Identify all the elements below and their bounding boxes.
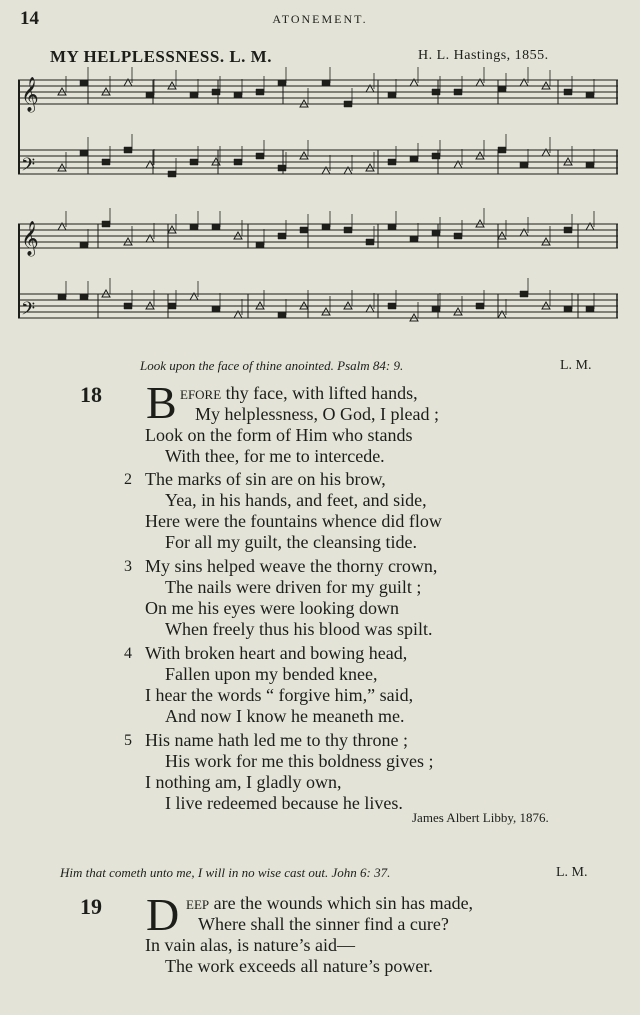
- hymn-18-line-5: The marks of sin are on his brow,: [145, 469, 386, 489]
- hymn-18-line-8: For all my guilt, the cleansing tide.: [165, 532, 417, 552]
- note-head: [520, 291, 528, 297]
- hymn-18-line-12: When freely thus his blood was spilt.: [165, 619, 433, 639]
- hymn-18-line-11: On me his eyes were looking down: [145, 598, 399, 618]
- note-head: [322, 224, 330, 230]
- note-head: [278, 80, 286, 86]
- verse-number: 2: [124, 471, 132, 488]
- note-head: [498, 147, 506, 153]
- note-head: [564, 89, 572, 95]
- treble-clef: 𝄞: [21, 77, 39, 112]
- hymn-18-number: 18: [80, 382, 102, 407]
- hymn-18-meter: L. M.: [560, 358, 592, 373]
- hymn-18-line-2: My helplessness, O God, I plead ;: [195, 404, 439, 424]
- note-head: [432, 153, 440, 159]
- tune-title: MY HELPLESSNESS. L. M.: [50, 47, 272, 66]
- note-head: [454, 89, 462, 95]
- note-head: [586, 92, 594, 98]
- hymn-18-line-18: His work for me this boldness gives ;: [165, 751, 434, 771]
- hymn-19-line-2: Where shall the sinner find a cure?: [198, 914, 449, 934]
- note-head: [432, 306, 440, 312]
- hymn-18-author: James Albert Libby, 1876.: [412, 810, 549, 825]
- tune-composer: H. L. Hastings, 1855.: [418, 48, 549, 63]
- hymn-19-line-1: eep are the wounds which sin has made,: [186, 893, 474, 913]
- hymn-18-line-19: I nothing am, I gladly own,: [145, 772, 342, 792]
- hymn-18-line-9: My sins helped weave the thorny crown,: [145, 556, 438, 576]
- hymn-18-line-15: I hear the words “ forgive him,” said,: [145, 685, 414, 705]
- note-head: [366, 239, 374, 245]
- hymn-18-line-16: And now I know he meaneth me.: [165, 706, 405, 726]
- note-head: [564, 227, 572, 233]
- note-head: [168, 303, 176, 309]
- note-head: [80, 150, 88, 156]
- hymn-19-line-4: The work exceeds all nature’s power.: [165, 956, 433, 976]
- verse-number: 3: [124, 558, 132, 575]
- hymn-19-line-3: In vain alas, is nature’s aid—: [145, 935, 355, 955]
- note-head: [344, 227, 352, 233]
- hymn-18-line-10: The nails were driven for my guilt ;: [165, 577, 422, 597]
- verse-number: 4: [124, 645, 132, 662]
- note-head: [234, 92, 242, 98]
- note-head: [322, 80, 330, 86]
- note-head: [498, 86, 506, 92]
- note-head: [80, 294, 88, 300]
- note-head: [278, 165, 286, 171]
- hymn-18-line-6: Yea, in his hands, and feet, and side,: [165, 490, 427, 510]
- note-head: [520, 162, 528, 168]
- note-head: [212, 224, 220, 230]
- note-head: [410, 236, 418, 242]
- note-head: [58, 294, 66, 300]
- note-head: [432, 230, 440, 236]
- hymn-18-line-20: I live redeemed because he lives.: [165, 793, 403, 813]
- note-head: [256, 153, 264, 159]
- note-head: [190, 92, 198, 98]
- note-head: [586, 306, 594, 312]
- treble-clef: 𝄞: [21, 221, 39, 256]
- note-head: [124, 303, 132, 309]
- bass-clef: 𝄢: [21, 155, 36, 180]
- hymn-18-line-7: Here were the fountains whence did flow: [145, 511, 442, 531]
- music-score: [18, 66, 618, 336]
- note-head: [168, 171, 176, 177]
- hymn-18-epigraph: Look upon the face of thine anointed. Psalm 84: 9.: [140, 358, 404, 373]
- note-head: [388, 92, 396, 98]
- hymn-18-line-1: efore thy face, with lifted hands,: [180, 383, 418, 403]
- note-head: [278, 312, 286, 318]
- note-head: [102, 159, 110, 165]
- note-head: [476, 303, 484, 309]
- hymn-19-meter: L. M.: [556, 865, 588, 880]
- note-head: [234, 159, 242, 165]
- bass-clef: 𝄢: [21, 299, 36, 324]
- note-head: [278, 233, 286, 239]
- note-head: [102, 221, 110, 227]
- note-head: [212, 306, 220, 312]
- note-head: [212, 89, 220, 95]
- note-head: [190, 159, 198, 165]
- note-head: [256, 89, 264, 95]
- note-head: [80, 242, 88, 248]
- note-head: [124, 147, 132, 153]
- hymn-18-line-13: With broken heart and bowing head,: [145, 643, 408, 663]
- note-head: [344, 101, 352, 107]
- page-number: 14: [20, 8, 39, 29]
- hymn-19-epigraph: Him that cometh unto me, I will in no wise cast out. John 6: 37.: [60, 865, 391, 880]
- running-head: ATONEMENT.: [272, 12, 368, 26]
- note-head: [388, 303, 396, 309]
- verse-number: 5: [124, 732, 132, 749]
- note-head: [256, 242, 264, 248]
- hymn-19-number: 19: [80, 894, 102, 919]
- note-head: [300, 227, 308, 233]
- note-head: [410, 156, 418, 162]
- hymn-18-line-14: Fallen upon my bended knee,: [165, 664, 378, 684]
- hymn-18-dropcap: B: [146, 377, 177, 428]
- note-head: [586, 162, 594, 168]
- note-head: [146, 92, 154, 98]
- note-head: [388, 159, 396, 165]
- hymn-19-dropcap: D: [146, 889, 180, 940]
- note-head: [454, 233, 462, 239]
- hymn-18-line-17: His name hath led me to thy throne ;: [145, 730, 408, 750]
- hymn-18-line-4: With thee, for me to intercede.: [165, 446, 385, 466]
- note-head: [80, 80, 88, 86]
- note-head: [190, 224, 198, 230]
- note-head: [432, 89, 440, 95]
- note-head: [564, 306, 572, 312]
- hymn-18-line-3: Look on the form of Him who stands: [145, 425, 413, 445]
- note-head: [388, 224, 396, 230]
